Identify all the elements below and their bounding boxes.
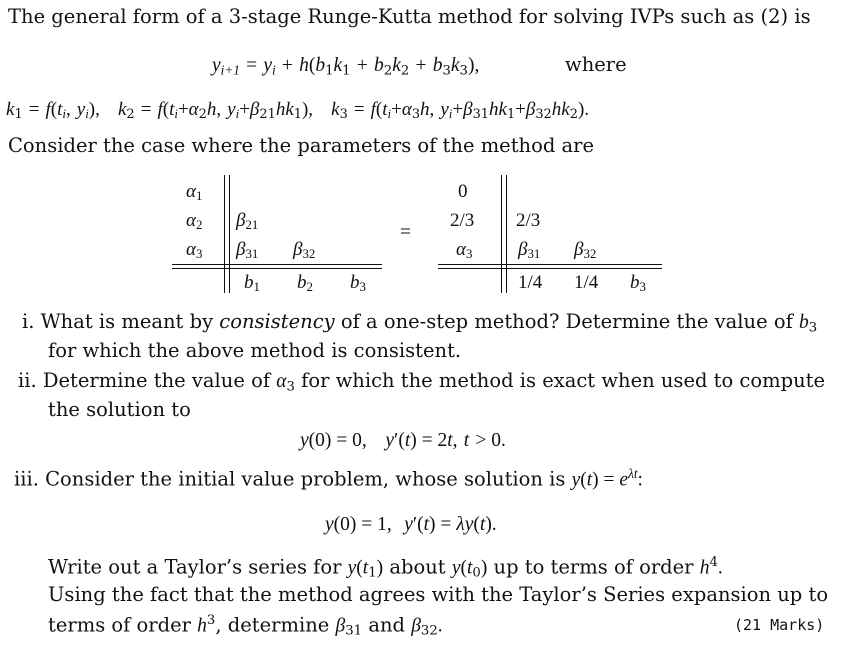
marks-label: (21 Marks) xyxy=(734,616,825,634)
where-label: where xyxy=(565,53,627,76)
question-iii: iii. Consider the initial value problem, whose solution is $y(t) = e^{\lambda t}$: xyxy=(14,466,643,491)
tableau-equals: = xyxy=(400,222,411,243)
ivp-exact: y(0) = 0, y′(t) = 2t, t > 0. xyxy=(300,430,506,451)
tableau-left-vrule-a xyxy=(224,175,225,293)
consider-text: Consider the case where the parameters of the method are xyxy=(8,134,595,157)
tableau-right-vrule-b xyxy=(506,175,507,293)
tableau-left-hrule-b xyxy=(172,268,382,269)
tableau-left-hrule-a xyxy=(172,264,382,265)
k-definitions: $k_1 = f(t_i$, $y_i$), $k_2 = f(t_i+\alpha_2h$, $y_i+\beta_{21}hk_1$), $k_3 = f(t_i+\alpha_3h$, $y_i+\beta_{31}hk_1+\beta_{32}hk_2$). xyxy=(6,99,590,123)
question-ii: ii. Determine the value of $\alpha_3$ for which the method is exact when used to compute xyxy=(18,369,826,395)
question-i-line2: for which the above method is consistent. xyxy=(48,339,462,362)
intro-text: The general form of a 3-stage Runge-Kutta method for solving IVPs such as (2) is xyxy=(8,5,811,28)
rk-formula: $y_{i+1} = y_i + h(b_1k_1 + b_2k_2 + b_3k_3)$, xyxy=(212,55,480,79)
question-ii-line2: the solution to xyxy=(48,398,191,421)
question-i: i. What is meant by consistency of a one-step method? Determine the value of $b_3$ xyxy=(22,310,818,336)
taylor-line3: terms of order $h^3$, determine $\beta_{31}$ and $\beta_{32}$. xyxy=(48,613,443,639)
taylor-line1: Write out a Taylor’s series for $y(t_1)$ about $y(t_0)$ up to terms of order $h^4$. xyxy=(48,555,723,581)
taylor-line2: Using the fact that the method agrees with the Taylor’s Series expansion up to xyxy=(48,583,829,606)
ivp-test: y(0) = 1, y′(t) = λy(t). xyxy=(325,514,497,535)
tableau-right-hrule-b xyxy=(438,268,662,269)
tableau-right-hrule-a xyxy=(438,264,662,265)
tableau-right-vrule-a xyxy=(501,175,502,293)
tableau-left-vrule-b xyxy=(229,175,230,293)
